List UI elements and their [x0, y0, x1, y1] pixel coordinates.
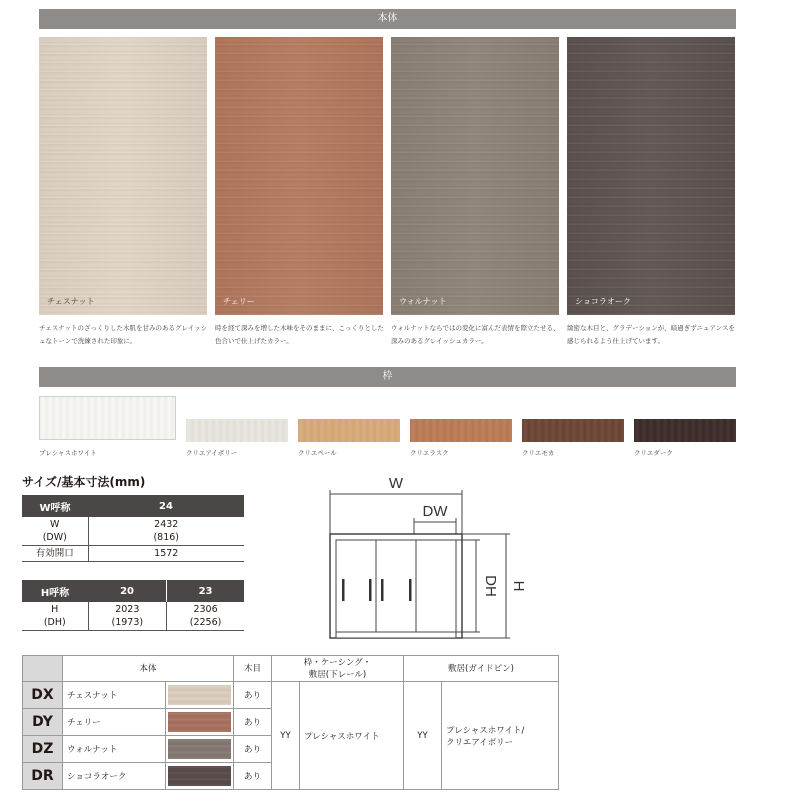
dh-value: (1973): [111, 617, 144, 628]
swatch-fill: [215, 37, 383, 315]
spec-color-chip: [168, 739, 231, 759]
spec-frame-header-line2: 敷居(下レール): [308, 669, 367, 680]
spec-sill-header: 敷居(ガイドピン): [404, 656, 559, 682]
spec-frame-header: [272, 656, 404, 682]
spec-row-name: チェリー: [63, 709, 166, 736]
w-label: W: [50, 519, 60, 530]
spec-row-grain: あり: [234, 709, 272, 736]
spec-sill-name-line2: クリエアイボリー: [446, 737, 514, 748]
spec-row-code: DY: [23, 709, 63, 736]
w-table-header: W呼称: [22, 495, 88, 517]
door-handle: [381, 579, 384, 601]
spec-row-grain: あり: [234, 736, 272, 763]
h-dimension-label: H: [510, 580, 527, 592]
swatch-label: チェスナット: [47, 297, 95, 306]
spec-row-chip: [166, 736, 234, 763]
h-row-value-20: [88, 602, 167, 631]
spec-frame-code: YY: [272, 682, 300, 790]
h-table-header: 23: [167, 580, 244, 602]
door-handle: [409, 579, 412, 601]
spec-row-code: DZ: [23, 736, 63, 763]
swatch-chocolate-oak: [567, 37, 735, 315]
swatch-cherry: [215, 37, 383, 315]
opening-label: 有効開口: [22, 546, 88, 562]
h-table-header: 20: [88, 580, 167, 602]
frame-swatch-precious-white: [39, 396, 176, 440]
spec-row-name: ショコラオーク: [63, 763, 166, 790]
frame-swatch-crie-mocha: [522, 419, 624, 442]
frame-swatch-crie-pale: [298, 419, 400, 442]
swatch-label: チェリー: [223, 297, 255, 306]
spec-row-code: DX: [23, 682, 63, 709]
spec-color-chip: [168, 712, 231, 732]
h-value: 2306: [193, 604, 218, 615]
height-dimension-table: [22, 580, 244, 631]
frame-label: クリエラスク: [410, 449, 449, 457]
door-dimension-diagram: [320, 470, 527, 645]
swatch-fill: [567, 37, 735, 315]
spec-row-name: ウォルナット: [63, 736, 166, 763]
width-dimension-table: [22, 495, 244, 562]
spec-row-chip: [166, 709, 234, 736]
spec-frame-name: プレシャスホワイト: [300, 682, 404, 790]
swatch-walnut: [391, 37, 559, 315]
door-handle: [369, 579, 372, 601]
spec-color-chip: [168, 766, 231, 786]
swatch-fill: [39, 37, 207, 315]
frame-label: クリエダーク: [634, 449, 673, 457]
spec-grain-header: 木目: [234, 656, 272, 682]
h-row-value-23: [167, 602, 244, 631]
spec-sill-code: YY: [404, 682, 442, 790]
spec-frame-header-line1: 枠・ケーシング・: [303, 657, 372, 668]
h-table-header: H呼称: [22, 580, 88, 602]
swatch-label: ショコラオーク: [575, 297, 631, 306]
spec-row-grain: あり: [234, 763, 272, 790]
chocolate-oak-description: 緻密な木目と、グラデーションが、暗過ぎずニュアンスを感じられるよう仕上げています。: [567, 324, 735, 345]
spec-row-code: DR: [23, 763, 63, 790]
h-label: H: [51, 604, 59, 615]
spec-row-name: チェスナット: [63, 682, 166, 709]
spec-row-grain: あり: [234, 682, 272, 709]
spec-sill-name-line1: プレシャスホワイト/: [446, 725, 525, 736]
dw-dimension-label: DW: [422, 503, 448, 520]
spec-table: [22, 655, 559, 790]
door-opening: [336, 540, 456, 638]
opening-value: 1572: [88, 546, 244, 562]
w-table-header: 24: [88, 495, 244, 517]
spec-row-chip: [166, 682, 234, 709]
swatch-chestnut: [39, 37, 207, 315]
size-section-title: サイズ/基本寸法(mm): [22, 475, 146, 489]
spec-color-chip: [168, 685, 231, 705]
w-value: 2432: [154, 519, 179, 530]
cherry-description: 時を経て深みを増した木味をそのままに、こっくりとした色合いで仕上げたカラー。: [215, 324, 384, 345]
frame-swatch-crie-ivory: [186, 419, 288, 442]
frame-section-header: 枠: [39, 367, 736, 387]
frame-label: クリエアイボリー: [186, 449, 238, 457]
walnut-description: ウォルナットならではの変化に富んだ表情を際立たせる、深みのあるグレイッシュカラー。: [391, 324, 560, 345]
w-dimension-label: W: [388, 475, 404, 492]
swatch-label: ウォルナット: [399, 297, 447, 306]
spec-row-chip: [166, 763, 234, 790]
spec-sill-name: [442, 682, 559, 790]
spec-code-header: [23, 656, 63, 682]
w-row-label: [22, 517, 88, 546]
dw-label: (DW): [42, 532, 67, 543]
dw-value: (816): [153, 532, 180, 543]
frame-label: プレシャスホワイト: [39, 449, 97, 457]
frame-swatch-crie-rusk: [410, 419, 512, 442]
frame-label: クリエモカ: [522, 449, 555, 457]
swatch-fill: [391, 37, 559, 315]
chestnut-description: チェスナットのざっくりした木肌を甘みのあるグレイッシュなトーンで洗練された印象に。: [39, 324, 208, 345]
frame-swatch-crie-dark: [634, 419, 736, 442]
body-section-header: 本体: [39, 9, 736, 29]
w-row-value: [88, 517, 244, 546]
dh-dimension-label: DH: [482, 575, 499, 597]
h-value: 2023: [115, 604, 140, 615]
dh-value: (2256): [189, 617, 222, 628]
spec-body-header: 本体: [63, 656, 234, 682]
dh-label: (DH): [43, 617, 66, 628]
door-handle: [342, 579, 345, 601]
frame-label: クリエペール: [298, 449, 337, 457]
h-row-label: [22, 602, 88, 631]
